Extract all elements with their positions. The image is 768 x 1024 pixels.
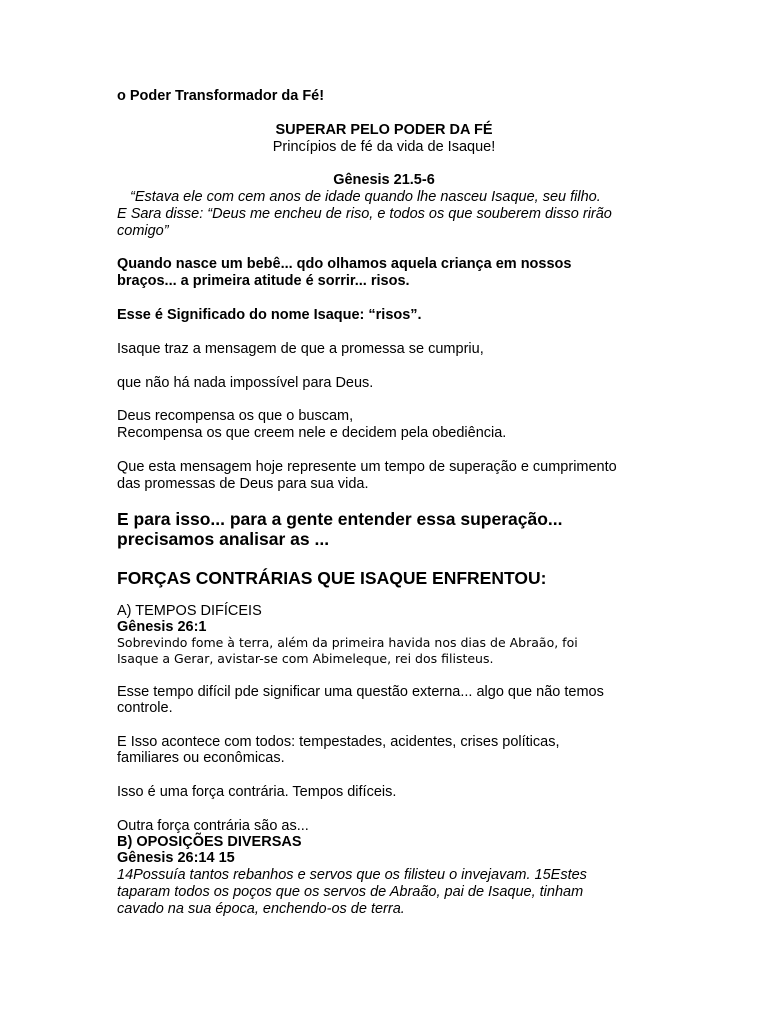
verse-line: Sobrevindo fome à terra, além da primeira havida nos dias de Abraão, foi: [117, 635, 578, 650]
scripture-reference-1: Gênesis 21.5-6: [333, 172, 435, 188]
section-intro-line: E para isso... para a gente entender essa superação...: [117, 509, 563, 529]
paragraph-line: familiares ou econômicas.: [117, 750, 285, 766]
quote-line: comigo”: [117, 223, 169, 239]
scripture-reference-b: Gênesis 26:14 15: [117, 850, 235, 866]
section-intro-line: precisamos analisar as ...: [117, 529, 330, 549]
verse-line: 14Possuía tantos rebanhos e servos que os filisteu o invejavam. 15Estes: [117, 867, 587, 883]
subsection-heading-b: B) OPOSIÇÕES DIVERSAS: [117, 834, 302, 850]
paragraph-line: Isso é uma força contrária. Tempos difíceis.: [117, 784, 397, 800]
sermon-heading: SUPERAR PELO PODER DA FÉ: [275, 122, 493, 138]
paragraph-line: Esse é Significado do nome Isaque: “risos”.: [117, 307, 422, 323]
paragraph-line: Recompensa os que creem nele e decidem pela obediência.: [117, 425, 507, 441]
verse-line: Isaque a Gerar, avistar-se com Abimeleque, rei dos filisteus.: [117, 651, 494, 666]
quote-line: “Estava ele com cem anos de idade quando lhe nasceu Isaque, seu filho.: [130, 189, 601, 205]
quote-line: E Sara disse: “Deus me encheu de riso, e todos os que souberem disso rirão: [117, 206, 612, 222]
paragraph-line: E Isso acontece com todos: tempestades, acidentes, crises políticas,: [117, 734, 560, 750]
subsection-heading-a: A) TEMPOS DIFÍCEIS: [117, 603, 262, 619]
paragraph-line: das promessas de Deus para sua vida.: [117, 476, 369, 492]
paragraph-line: Isaque traz a mensagem de que a promessa se cumpriu,: [117, 341, 484, 357]
paragraph-line: Quando nasce um bebê... qdo olhamos aquela criança em nossos: [117, 256, 572, 272]
verse-line: cavado na sua época, enchendo-os de terra.: [117, 901, 405, 917]
verse-line: taparam todos os poços que os servos de Abraão, pai de Isaque, tinham: [117, 884, 584, 900]
scripture-reference-a: Gênesis 26:1: [117, 619, 207, 635]
paragraph-line: Outra força contrária são as...: [117, 818, 309, 834]
section-heading: FORÇAS CONTRÁRIAS QUE ISAQUE ENFRENTOU:: [117, 568, 547, 588]
document-title: o Poder Transformador da Fé!: [117, 88, 325, 104]
paragraph-line: Deus recompensa os que o buscam,: [117, 408, 354, 424]
paragraph-line: braços... a primeira atitude é sorrir... risos.: [117, 273, 410, 289]
sermon-subheading: Princípios de fé da vida de Isaque!: [272, 139, 496, 155]
paragraph-line: que não há nada impossível para Deus.: [117, 375, 374, 391]
paragraph-line: Esse tempo difícil pde significar uma questão externa... algo que não temos: [117, 684, 604, 700]
paragraph-line: Que esta mensagem hoje represente um tempo de superação e cumprimento: [117, 459, 617, 475]
paragraph-line: controle.: [117, 700, 173, 716]
